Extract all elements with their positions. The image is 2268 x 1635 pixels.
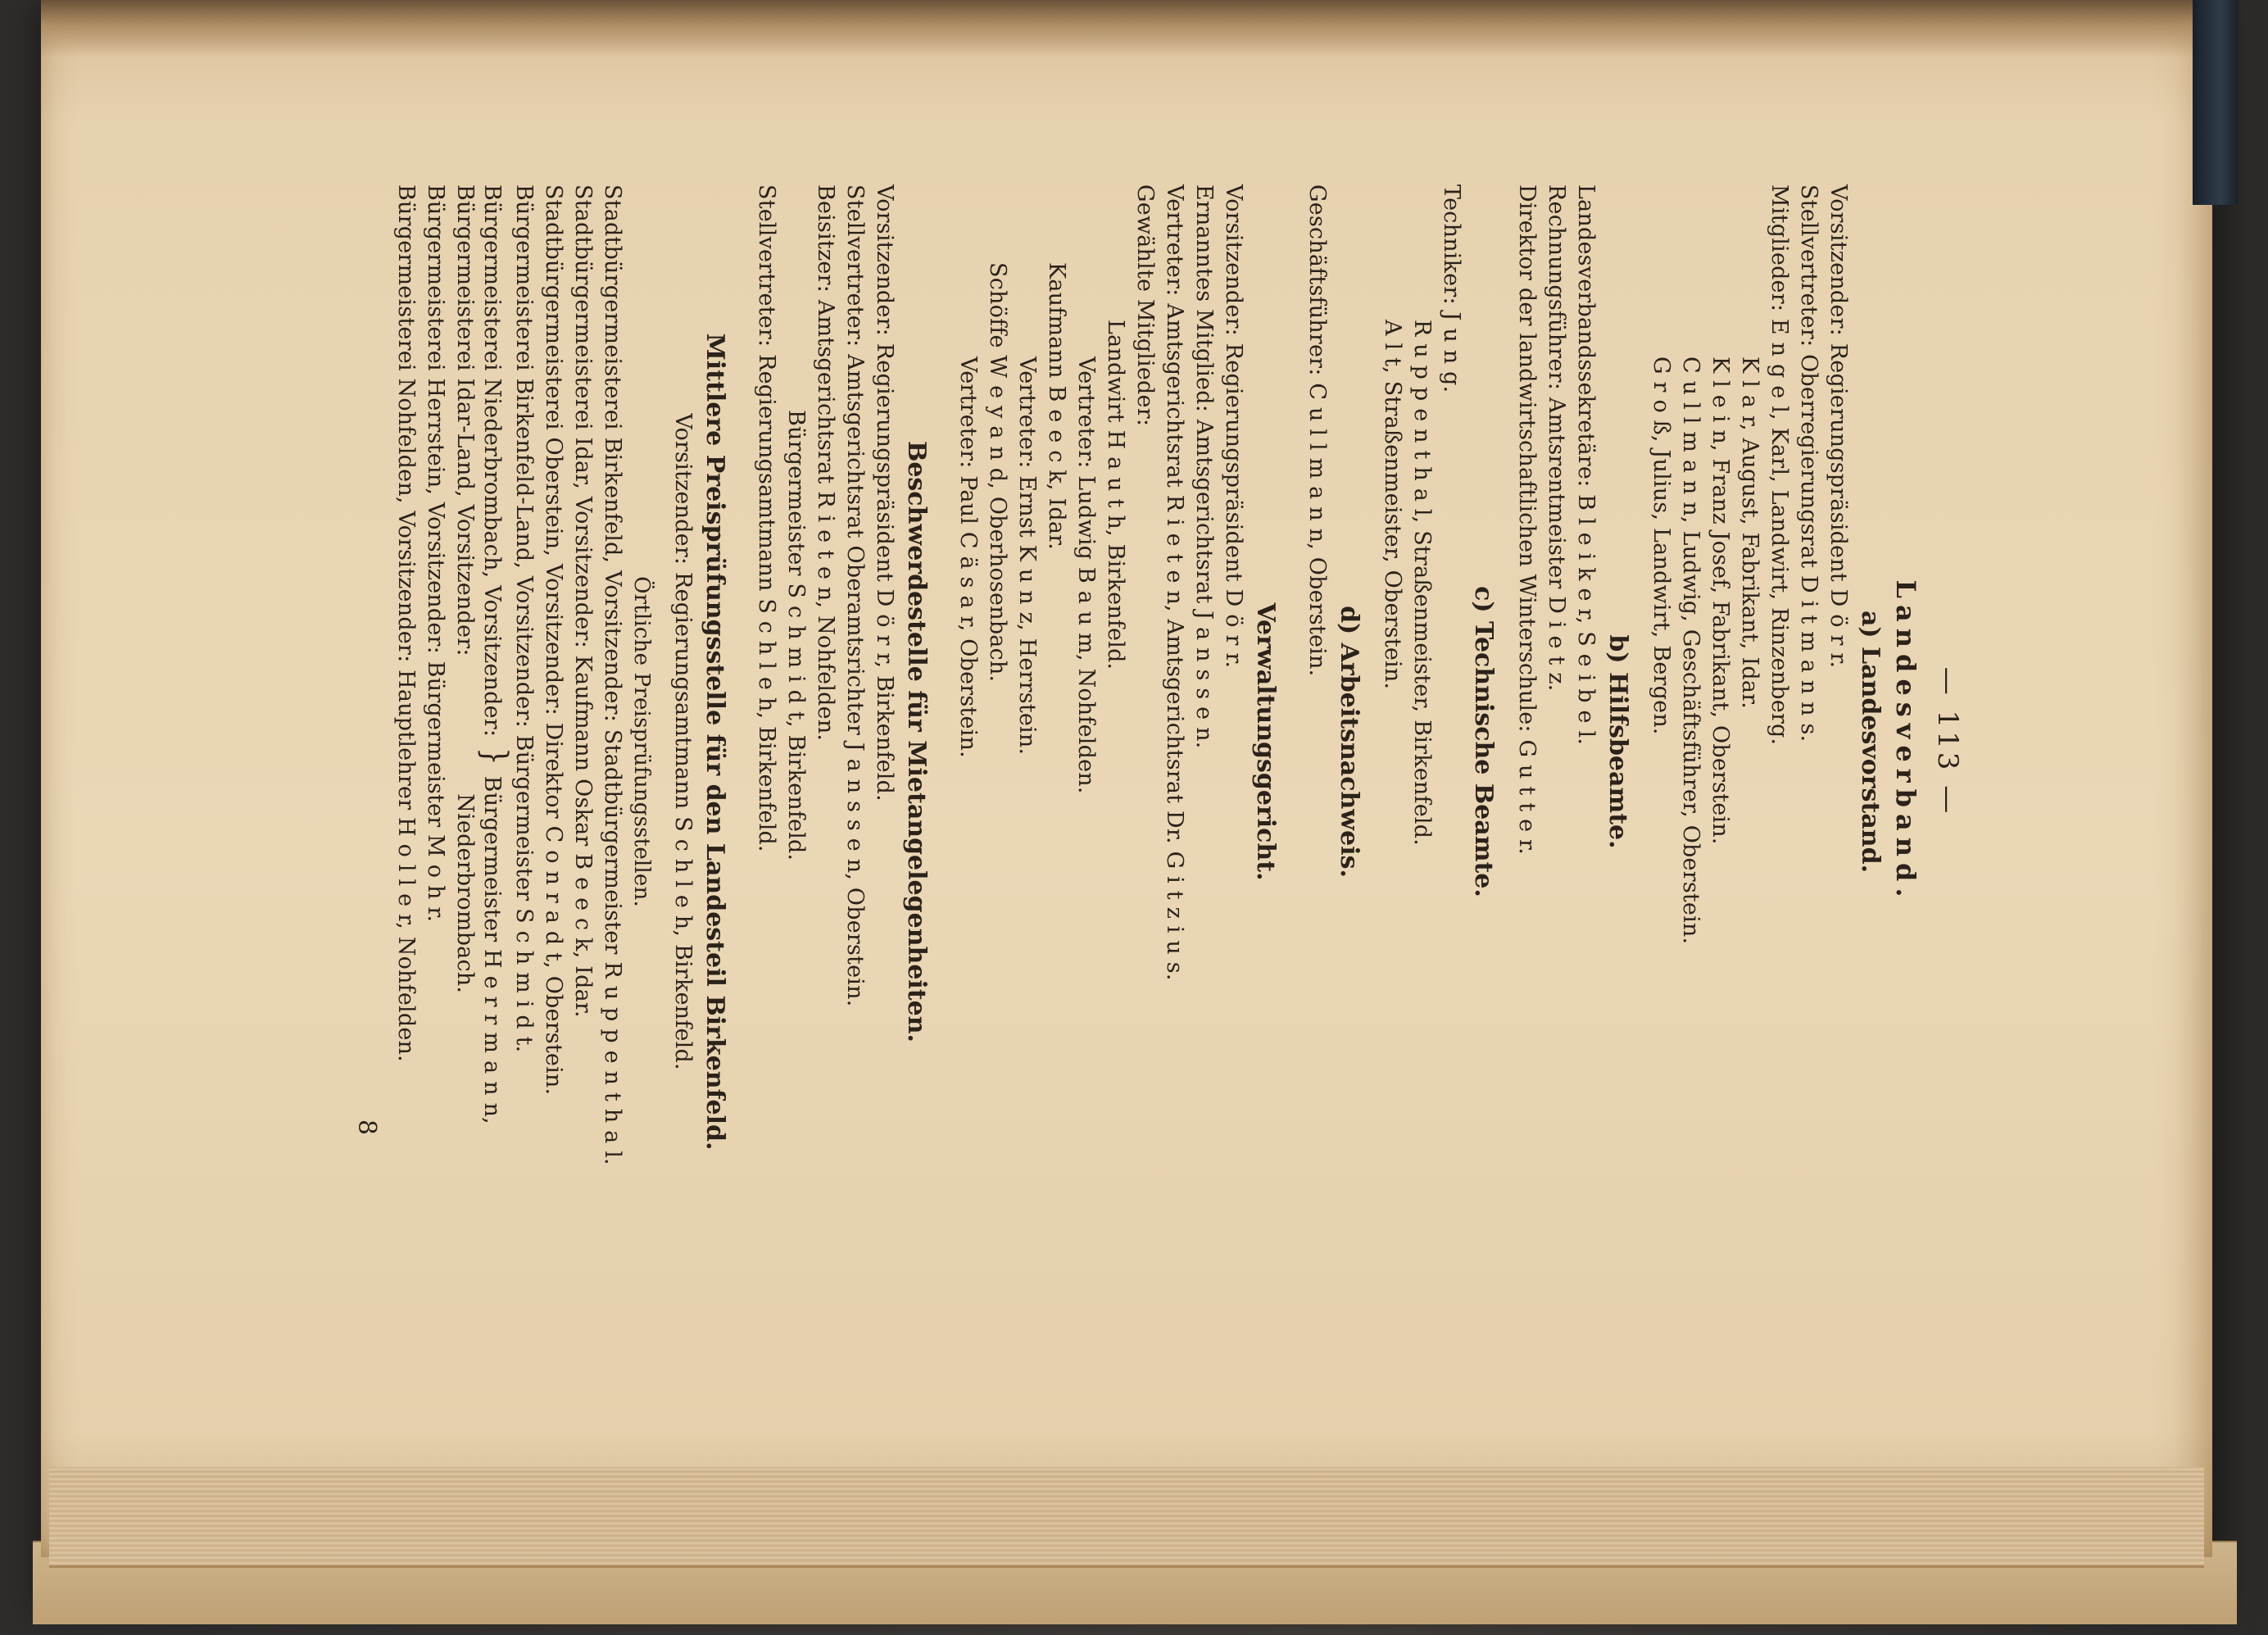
- text-line: K l a r, August, Fabrikant, Idar.: [1737, 357, 1762, 710]
- section-preispruefung-heading: Mittlere Preisprüfungsstelle für den Landesteil Birkenfeld.: [701, 333, 729, 1151]
- text-line: K l e i n, Franz Josef, Fabrikant, Oberstein.: [1708, 357, 1733, 845]
- book-spine: [2193, 0, 2239, 205]
- section-verwaltungsgericht-heading: Verwaltungsgericht.: [1251, 602, 1280, 881]
- section-hilfsbeamte-heading: b) Hilfsbeamte.: [1603, 634, 1632, 849]
- text-segment: Bürgermeisterei Niederbrombach, Vorsitzender:: [479, 184, 505, 738]
- book-gutter: [41, 0, 2212, 57]
- text-line: Stadtbürgermeisterei Birkenfeld, Vorsitzender: Stadtbürgermeister R u p p e n t h a l.: [600, 184, 625, 1165]
- text-line: Stadtbürgermeisterei Idar, Vorsitzender: Kaufmann Oskar B e e c k, Idar.: [570, 184, 596, 1018]
- signature-mark: 8: [352, 1119, 381, 1135]
- text-line: Ernanntes Mitglied: Amtsgerichtsrat J a n s s e n.: [1191, 184, 1217, 749]
- text-line: Landwirt H a u t h, Birkenfeld.: [1103, 320, 1128, 670]
- text-line: Stadtbürgermeisterei Oberstein, Vorsitzender: Direktor C o n r a d t, Oberstein.: [541, 184, 566, 1096]
- text-line: Beisitzer: Amtsgerichtsrat R i e t e n, Nohfelden.: [813, 184, 838, 742]
- text-line: Landesverbandssekretäre: B l e i k e r, S e i b e l.: [1573, 184, 1599, 746]
- section-technische-heading: c) Technische Beamte.: [1469, 586, 1498, 897]
- text-line: Kaufmann B e e c k, Idar.: [1044, 262, 1069, 551]
- brace-glyph: }: [474, 747, 514, 765]
- text-line: Stellvertreter: Amtsgerichtsrat Oberamtsrichter J a n s s e n, Oberstein.: [842, 184, 868, 1007]
- text-line: Vertreter: Amtsgerichtsrat R i e t e n, Amtsgerichtsrat Dr. G i t z i u s.: [1162, 184, 1187, 981]
- text-line: Vorsitzender: Regierungspräsident D ö r r, Birkenfeld.: [872, 184, 897, 802]
- section-landesvorstand-heading: a) Landesvorstand.: [1856, 610, 1885, 874]
- text-line: Schöffe W e y a n d, Oberhosenbach.: [985, 262, 1010, 683]
- text-line: Stellvertreter: Regierungsamtmann S c h l e h, Birkenfeld.: [754, 184, 779, 852]
- text-segment: Niederbrombach.: [452, 793, 478, 994]
- section-beschwerdestelle-heading: Beschwerdestelle für Mietangelegenheiten.: [902, 440, 931, 1043]
- text-line: Vertreter: Ernst K u n z, Herrstein.: [1014, 357, 1040, 756]
- text-line: Geschäftsführer: C u l l m a n n, Oberstein.: [1304, 184, 1330, 677]
- text-line: Vertreter: Ludwig B a u m, Nohfelden.: [1073, 357, 1099, 794]
- text-line: R u p p e n t h a l, Straßenmeister, Birkenfeld.: [1409, 320, 1435, 846]
- page-title: Landesverband.: [1890, 579, 1921, 904]
- text-line: Bürgermeisterei Herrstein, Vorsitzender: Bürgermeister M o h r.: [423, 184, 448, 923]
- text-line: C u l l m a n n, Ludwig, Geschäftsführer, Oberstein.: [1678, 357, 1703, 945]
- text-segment: Bürgermeisterei Idar-Land, Vorsitzender:: [452, 184, 478, 656]
- text-line: Bürgermeister S c h m i d t, Birkenfeld.: [783, 410, 809, 861]
- text-line: Gewählte Mitglieder:: [1132, 184, 1158, 427]
- text-line: Direktor der landwirtschaftlichen Winterschule: G u t t e r.: [1514, 184, 1540, 855]
- text-line: Rechnungsführer: Amtsrentmeister D i e t z.: [1544, 184, 1569, 692]
- section-oertliche-heading: Örtliche Preisprüfungsstellen.: [629, 576, 654, 907]
- text-line: Vertreter: Paul C ä s a r, Oberstein.: [955, 357, 981, 758]
- page-text: [234, 127, 2003, 1365]
- text-line: A l t, Straßenmeister, Oberstein.: [1380, 320, 1405, 690]
- text-line: G r o ß, Julius, Landwirt, Bergen.: [1649, 357, 1674, 735]
- page-number: — 113 —: [1931, 666, 1964, 817]
- rotated-text-frame: [234, 127, 2003, 1365]
- text-line-brace: [474, 184, 514, 1299]
- text-line: Vorsitzender: Regierungspräsident D ö r r.: [1826, 184, 1851, 669]
- text-line: Bürgermeisterei Birkenfeld-Land, Vorsitzender: Bürgermeister S c h m i d t.: [511, 184, 537, 1053]
- text-line: Techniker: J u n g.: [1439, 184, 1464, 393]
- text-line-brace: [450, 184, 479, 1299]
- text-line: Bürgermeisterei Nohfelden, Vorsitzender: Hauptlehrer H o l l e r, Nohfelden.: [393, 184, 419, 1062]
- text-segment: Bürgermeister H e r r m a n n,: [479, 775, 505, 1124]
- section-arbeitsnachweis-heading: d) Arbeitsnachweis.: [1335, 606, 1363, 878]
- text-line: Stellvertreter: Oberregierungsrat D i t m a n n s.: [1796, 184, 1821, 743]
- text-line: Vorsitzender: Regierungsamtmann S c h l e h, Birkenfeld.: [670, 413, 696, 1070]
- text-line: Vorsitzender: Regierungspräsident D ö r r.: [1221, 184, 1246, 669]
- page-edges: [49, 1467, 2204, 1568]
- text-line: Mitglieder: E n g e l, Karl, Landwirt, Rinzenberg.: [1767, 184, 1792, 746]
